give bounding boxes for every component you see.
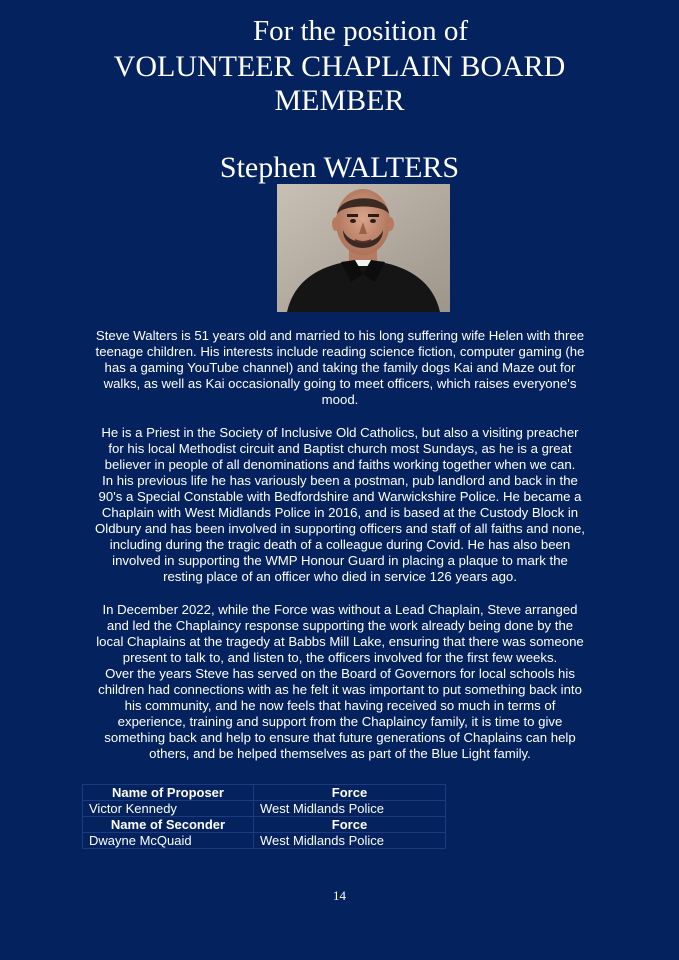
candidate-biography [82, 328, 598, 779]
nominations-table [82, 784, 446, 849]
position-heading: For the position of [252, 15, 469, 47]
table-row [83, 801, 446, 817]
bio-line: In his previous life he has variously been a postman, pub landlord and back in the [102, 472, 578, 488]
candidate-photo [277, 184, 450, 312]
bio-line: In December 2022, while the Force was without a Lead Chaplain, Steve arranged [102, 601, 578, 617]
table-row [83, 817, 446, 833]
bio-line: He is a Priest in the Society of Inclusive Old Catholics, but also a visiting preacher [101, 424, 579, 440]
bio-paragraph-2 [82, 425, 598, 586]
bio-line: 90's a Special Constable with Bedfordshire and Warwickshire Police. He became a [98, 488, 582, 504]
seconder-force: West Midlands Police [254, 833, 446, 849]
bio-line: present to talk to, and listen to, the officers involved for the first few weeks. [122, 649, 558, 665]
bio-line: believer in people of all denominations and faiths working together when we can. [104, 456, 576, 472]
proposer-header: Name of Proposer [83, 785, 254, 801]
bio-line: his community, and he now feels that having received so much in terms of [124, 698, 556, 714]
bio-paragraph-1 [82, 328, 598, 408]
bio-line: Over the years Steve has served on the Board of Governors for local schools his [105, 665, 575, 681]
bio-paragraph-3 [82, 602, 598, 763]
bio-line: others, and be helped themselves as part of the Blue Light family. [149, 746, 531, 762]
bio-line: Oldbury and has been involved in supporting officers and staff of all faiths and none, [95, 521, 585, 537]
proposer-force: West Midlands Police [254, 801, 446, 817]
table-row [83, 833, 446, 849]
bio-line: including during the tragic death of a colleague during Covid. He has also been [109, 537, 571, 553]
seconder-header: Name of Seconder [83, 817, 254, 833]
table-row [83, 785, 446, 801]
seconder-force-header: Force [254, 817, 446, 833]
position-title-line-2: MEMBER [274, 84, 405, 117]
bio-line: Chaplain with West Midlands Police in 2016, and is based at the Custody Block in [101, 505, 579, 521]
bio-line: has a gaming YouTube channel) and taking the family dogs Kai and Maze out for [104, 360, 576, 376]
bio-line: involved in supporting the WMP Honour Guard in placing a plaque to mark the [112, 553, 568, 569]
proposer-name: Victor Kennedy [83, 801, 254, 817]
bio-line: children had connections with as he felt it was important to put something back into [98, 682, 582, 698]
page-number: 14 [333, 888, 346, 903]
bio-line: resting place of an officer who died in service 126 years ago. [163, 569, 517, 585]
position-title-line-1: VOLUNTEER CHAPLAIN BOARD [113, 50, 566, 83]
bio-line: walks, as well as Kai occasionally going to meet officers, which raises everyone's [103, 376, 577, 392]
force-header: Force [254, 785, 446, 801]
bio-line: and led the Chaplaincy response supporting the work already being done by the [106, 617, 574, 633]
bio-line: Steve Walters is 51 years old and married to his long suffering wife Helen with three [95, 328, 585, 343]
candidate-name: Stephen WALTERS [219, 151, 460, 184]
bio-line: something back and help to ensure that future generations of Chaplains can help [104, 730, 576, 746]
bio-line: mood. [321, 392, 359, 408]
seconder-name: Dwayne McQuaid [83, 833, 254, 849]
bio-line: experience, training and support from the Chaplaincy family, it is time to give [117, 714, 563, 730]
bio-line: for his local Methodist circuit and Baptist church most Sundays, as he is a great [108, 440, 572, 456]
bio-line: local Chaplains at the tragedy at Babbs Mill Lake, ensuring that there was someone [96, 633, 584, 649]
bio-line: teenage children. His interests include reading science fiction, computer gaming (he [95, 344, 585, 360]
